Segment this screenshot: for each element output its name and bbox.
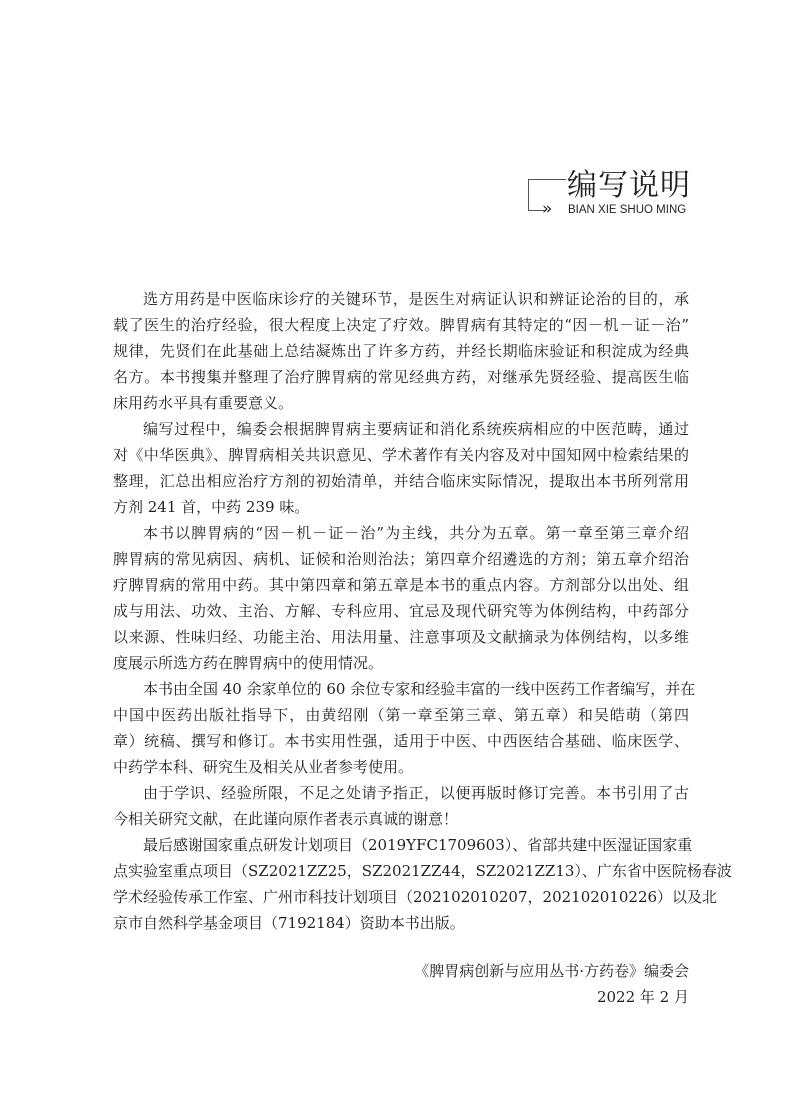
text-line: 由于学识、经验所限，不足之处请予指正，以便再版时修订完善。本书引用了古 (143, 784, 689, 802)
paragraph (113, 286, 689, 416)
text-line: 学术经验传承工作室、广州市科技计划项目（202102010207，202102010226）以及北 (113, 888, 718, 906)
page-subtitle: BIAN XIE SHUO MING (568, 204, 687, 216)
date: 2022 年 2 月 (596, 988, 689, 1006)
text-line: 成与用法、功效、主治、方解、专科应用、宜忌及现代研究等为体例结构，中药部分 (113, 602, 689, 620)
preface-body (113, 286, 732, 936)
text-line: 名方。本书搜集并整理了治疗脾胃病的常见经典方药，对继承先贤经验、提高医生临 (113, 368, 689, 386)
text-line: 脾胃病的常见病因、病机、证候和治则治法；第四章介绍遴选的方剂；第五章介绍治 (113, 550, 689, 568)
text-line: 本书由全国 40 余家单位的 60 余位专家和经验丰富的一线中医药工作者编写，并在 (143, 680, 696, 698)
text-line: 京市自然科学基金项目（7192184）资助本书出版。 (113, 914, 465, 932)
paragraph (113, 416, 689, 520)
text-line: 以来源、性味归经、功能主治、用法用量、注意事项及文献摘录为体例结构，以多维 (113, 628, 689, 646)
text-line: 章）统稿、撰写和修订。本书实用性强，适用于中医、中西医结合基础、临床医学、 (113, 732, 689, 750)
text-line: 选方用药是中医临床诊疗的关键环节，是医生对病证认识和辨证论治的目的，承 (143, 290, 689, 308)
text-line: 最后感谢国家重点研发计划项目（2019YFC1709603）、省部共建中医湿证国家重 (143, 836, 693, 854)
editorial-committee: 《脾胃病创新与应用丛书·方药卷》编委会 (414, 962, 689, 980)
text-line: 度展示所选方药在脾胃病中的使用情况。 (113, 654, 384, 672)
paragraph (113, 520, 689, 676)
text-line: 对《中华医典》、脾胃病相关共识意见、学术著作有关内容及对中国知网中检索结果的 (113, 446, 689, 464)
double-chevron-right-icon: » (542, 199, 549, 219)
text-line: 床用药水平具有重要意义。 (113, 394, 294, 412)
text-line: 方剂 241 首，中药 239 味。 (113, 498, 310, 516)
text-line: 整理，汇总出相应治疗方剂的初始清单，并结合临床实际情况，提取出本书所列常用 (113, 472, 689, 490)
text-line: 本书以脾胃病的“因－机－证－治”为主线，共分为五章。第一章至第三章介绍 (143, 524, 689, 542)
bracket-line (528, 179, 529, 210)
paragraph (113, 676, 696, 780)
paragraph (113, 832, 732, 936)
page-title: 编写说明 (567, 168, 691, 203)
text-line: 编写过程中，编委会根据脾胃病主要病证和消化系统疾病相应的中医范畴，通过 (143, 420, 689, 438)
bracket-line (528, 179, 566, 180)
signature-block (414, 958, 689, 1010)
text-line: 中国中医药出版社指导下，由黄绍刚（第一章至第三章、第五章）和吴皓萌（第四 (113, 706, 689, 724)
section-heading (520, 150, 720, 230)
text-line: 规律，先贤们在此基础上总结凝炼出了许多方药，并经长期临床验证和积淀成为经典 (113, 342, 689, 360)
text-line: 载了医生的治疗经验，很大程度上决定了疗效。脾胃病有其特定的“因－机－证－治” (113, 316, 689, 334)
text-line: 点实验室重点项目（SZ2021ZZ25，SZ2021ZZ44，SZ2021ZZ13）、广东省中医院杨春波 (113, 862, 732, 880)
text-line: 今相关研究文献，在此谨向原作者表示真诚的谢意！ (113, 810, 459, 828)
text-line: 中药学本科、研究生及相关从业者参考使用。 (113, 758, 414, 776)
paragraph (113, 780, 689, 832)
text-line: 疗脾胃病的常用中药。其中第四章和第五章是本书的重点内容。方剂部分以出处、组 (113, 576, 689, 594)
